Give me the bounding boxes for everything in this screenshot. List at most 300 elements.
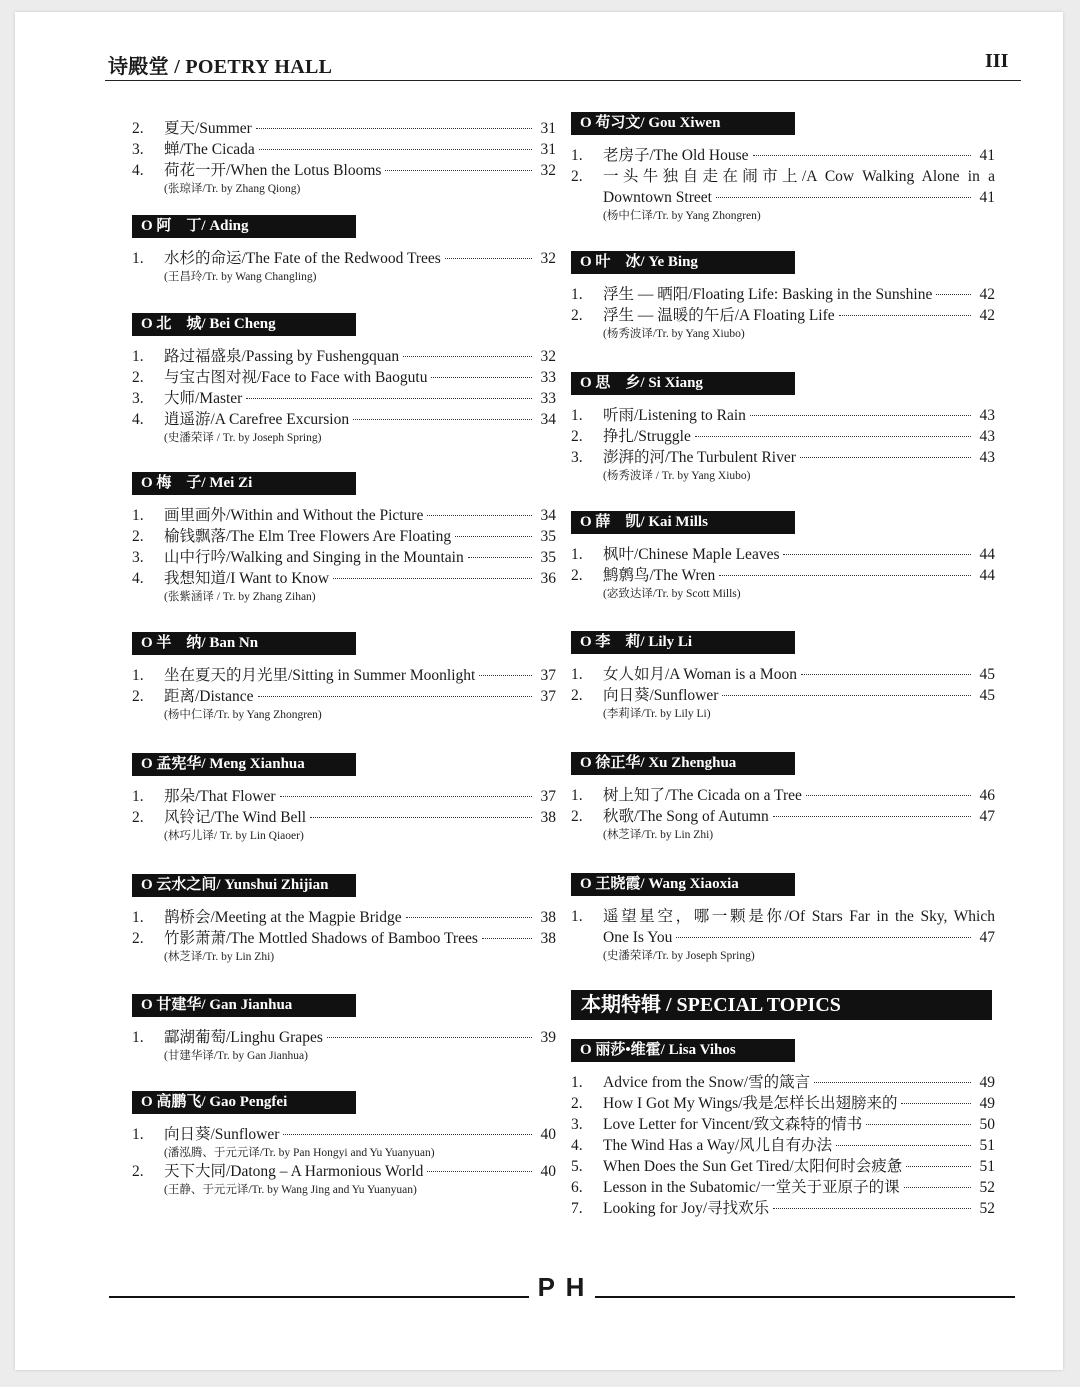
entry-page: 31: [540, 141, 556, 158]
entry-number: 1.: [571, 286, 583, 303]
entry-number: 1.: [132, 250, 144, 267]
dot-leader: [722, 695, 971, 696]
dot-leader: [406, 917, 532, 918]
entry-title: 荷花一开/When the Lotus Blooms: [164, 162, 382, 179]
entry-page: 34: [540, 411, 556, 428]
entry-title: Love Letter for Vincent/致文森特的情书: [603, 1116, 863, 1133]
entry-title: 酃湖葡萄/Linghu Grapes: [164, 1029, 323, 1046]
entry-title: 竹影萧萧/The Mottled Shadows of Bamboo Trees: [164, 930, 478, 947]
translator-credit: (张琼译/Tr. by Zhang Qiong): [164, 183, 301, 195]
author-heading: O 半 纳/ Ban Nn: [132, 632, 356, 655]
entry-row: [603, 187, 995, 208]
entry-list: [571, 284, 995, 326]
entry-page: 32: [540, 348, 556, 365]
entry-number: 7.: [571, 1200, 583, 1217]
dot-leader: [427, 515, 532, 516]
entry-row: [164, 388, 556, 409]
toc-entry[interactable]: [132, 547, 556, 568]
dot-leader: [719, 575, 971, 576]
dot-leader: [773, 1208, 971, 1209]
toc-entry[interactable]: [132, 505, 556, 526]
entry-row: [164, 526, 556, 547]
toc-entry[interactable]: [571, 447, 995, 468]
entry-number: 2.: [571, 567, 583, 584]
entry-row: [164, 1161, 556, 1182]
dot-leader: [936, 294, 971, 295]
entry-row: [164, 547, 556, 568]
author-section: [132, 874, 556, 965]
entry-title: 我想知道/I Want to Know: [164, 570, 330, 587]
entry-page: 35: [540, 528, 556, 545]
entry-page: 43: [979, 449, 995, 466]
author-heading: O 李 莉/ Lily Li: [571, 631, 795, 654]
entry-number: 2.: [132, 369, 144, 386]
author-section: [571, 990, 995, 1020]
entry-title: 浮生 — 晒阳/Floating Life: Basking in the Sunshine: [603, 286, 933, 303]
author-section: [571, 372, 995, 484]
toc-entry[interactable]: [132, 1027, 556, 1048]
toc-entry[interactable]: [132, 388, 556, 409]
entry-page: 46: [979, 787, 995, 804]
entry-row: [603, 927, 995, 948]
entry-row: [603, 1114, 995, 1135]
translator-credit: (史潘荣译 / Tr. by Joseph Spring): [164, 432, 322, 444]
entry-number: 2.: [571, 808, 583, 825]
entry-title: 蝉/The Cicada: [164, 141, 255, 158]
toc-entry[interactable]: [132, 409, 556, 430]
entry-row: [164, 1027, 556, 1048]
entry-title: 画里画外/Within and Without the Picture: [164, 507, 424, 524]
entry-title: 坐在夏天的月光里/Sitting in Summer Moonlight: [164, 667, 476, 684]
entry-row: [603, 806, 995, 827]
entry-title: 向日葵/Sunflower: [164, 1126, 280, 1143]
toc-entry[interactable]: [132, 248, 556, 269]
entry-title: 一头牛独自走在闹市上/A Cow Walking Alone in a: [603, 168, 995, 185]
entry-number: 4.: [571, 1137, 583, 1154]
entry-page: 38: [540, 909, 556, 926]
entry-number: 4.: [132, 162, 144, 179]
entry-number: 2.: [132, 688, 144, 705]
author-section: [132, 632, 556, 723]
entry-row: [603, 305, 995, 326]
entry-title: 枫叶/Chinese Maple Leaves: [603, 546, 780, 563]
entry-title: 路过福盛泉/Passing by Fushengquan: [164, 348, 400, 365]
entry-number: 2.: [132, 120, 144, 137]
entry-page: 47: [979, 929, 995, 946]
author-section: [132, 994, 556, 1064]
entry-list: [132, 665, 556, 707]
author-heading: O 王晓霞/ Wang Xiaoxia: [571, 873, 795, 896]
toc-entry[interactable]: [132, 367, 556, 388]
toc-entry[interactable]: [132, 907, 556, 928]
entry-row: [164, 139, 556, 160]
dot-leader: [676, 937, 971, 938]
entry-row: [164, 160, 556, 181]
footer-logo: P H: [537, 1272, 587, 1302]
entry-row: [603, 284, 995, 305]
dot-leader: [256, 128, 532, 129]
toc-entry[interactable]: [132, 526, 556, 547]
dot-leader: [806, 795, 971, 796]
translator-credit: (张紫涵译 / Tr. by Zhang Zihan): [164, 591, 316, 603]
entry-row: [603, 664, 995, 685]
entry-list: [132, 1124, 556, 1198]
entry-row: [164, 907, 556, 928]
toc-entry[interactable]: [571, 565, 995, 586]
entry-title: When Does the Sun Get Tired/太阳何时会疲惫: [603, 1158, 903, 1175]
entry-page: 35: [540, 549, 556, 566]
toc-entry[interactable]: [571, 1198, 995, 1219]
entry-page: 38: [540, 809, 556, 826]
toc-entry[interactable]: [571, 145, 995, 166]
dot-leader: [800, 457, 971, 458]
translator-credit: (李莉译/Tr. by Lily Li): [603, 708, 711, 720]
entry-page: 31: [540, 120, 556, 137]
entry-title: The Wind Has a Way/风儿自有办法: [603, 1137, 833, 1154]
entry-number: 4.: [132, 411, 144, 428]
entry-list: [132, 505, 556, 589]
author-heading: O 云水之间/ Yunshui Zhijian: [132, 874, 356, 897]
entry-number: 5.: [571, 1158, 583, 1175]
entry-title: 女人如月/A Woman is a Moon: [603, 666, 797, 683]
dot-leader: [333, 578, 532, 579]
entry-page: 41: [979, 147, 995, 164]
entry-page: 51: [979, 1137, 995, 1154]
author-section: [132, 472, 556, 605]
dot-leader: [403, 356, 532, 357]
entry-number: 4.: [132, 570, 144, 587]
toc-entry[interactable]: [132, 786, 556, 807]
entry-row: [603, 447, 995, 468]
dot-leader: [246, 398, 532, 399]
entry-row: [164, 505, 556, 526]
entry-title: 浮生 — 温暖的午后/A Floating Life: [603, 307, 835, 324]
entry-title: 树上知了/The Cicada on a Tree: [603, 787, 802, 804]
toc-entry[interactable]: [571, 284, 995, 305]
entry-title: 挣扎/Struggle: [603, 428, 691, 445]
toc-entry[interactable]: [571, 1093, 995, 1114]
author-section: [571, 752, 995, 843]
toc-entry[interactable]: [571, 426, 995, 447]
entry-row: [603, 1093, 995, 1114]
entry-page: 36: [540, 570, 556, 587]
entry-page: 33: [540, 369, 556, 386]
entry-number: 6.: [571, 1179, 583, 1196]
entry-row: [164, 248, 556, 269]
toc-entry[interactable]: [571, 906, 995, 948]
toc-entry[interactable]: [571, 166, 995, 208]
entry-number: 2.: [571, 687, 583, 704]
entry-number: 2.: [132, 1163, 144, 1180]
entry-row: [164, 346, 556, 367]
entry-number: 1.: [132, 348, 144, 365]
entry-number: 1.: [132, 1029, 144, 1046]
author-heading: O 苟习文/ Gou Xiwen: [571, 112, 795, 135]
entry-number: 1.: [571, 546, 583, 563]
entry-title: 听雨/Listening to Rain: [603, 407, 746, 424]
entry-page: 37: [540, 788, 556, 805]
entry-page: 37: [540, 688, 556, 705]
entry-page: 52: [979, 1200, 995, 1217]
entry-title: 澎湃的河/The Turbulent River: [603, 449, 796, 466]
entry-number: 3.: [571, 449, 583, 466]
entry-title: 山中行吟/Walking and Singing in the Mountain: [164, 549, 464, 566]
toc-entry[interactable]: [132, 928, 556, 949]
entry-row: [603, 1198, 995, 1219]
entry-page: 32: [540, 250, 556, 267]
entry-list: [132, 1027, 556, 1048]
page-number-roman: III: [985, 50, 1009, 72]
entry-row: [603, 785, 995, 806]
toc-entry[interactable]: [132, 807, 556, 828]
entry-title: 鹊桥会/Meeting at the Magpie Bridge: [164, 909, 402, 926]
toc-entry[interactable]: [571, 685, 995, 706]
entry-title: 老房子/The Old House: [603, 147, 749, 164]
toc-entry[interactable]: [132, 568, 556, 589]
author-heading: O 阿 丁/ Ading: [132, 215, 356, 238]
entry-number: 1.: [571, 1074, 583, 1091]
entry-page: 51: [979, 1158, 995, 1175]
entry-row: [603, 426, 995, 447]
special-topics-heading: 本期特辑 / SPECIAL TOPICS: [571, 990, 992, 1020]
author-section: [571, 112, 995, 224]
toc-entry[interactable]: [571, 544, 995, 565]
entry-list: [571, 906, 995, 948]
translator-credit: (杨秀波译/Tr. by Yang Xiubo): [603, 328, 745, 340]
entry-number: 2.: [132, 528, 144, 545]
entry-page: 43: [979, 407, 995, 424]
dot-leader: [753, 155, 971, 156]
entry-number: 1.: [571, 908, 583, 925]
entry-title: 风铃记/The Wind Bell: [164, 809, 307, 826]
header-rule: [105, 80, 1021, 81]
dot-leader: [801, 674, 971, 675]
translator-credit: (杨秀波译 / Tr. by Yang Xiubo): [603, 470, 751, 482]
dot-leader: [783, 554, 971, 555]
entry-title: 水杉的命运/The Fate of the Redwood Trees: [164, 250, 441, 267]
entry-page: 33: [540, 390, 556, 407]
entry-title: 鹪鹩鸟/The Wren: [603, 567, 716, 584]
toc-entry[interactable]: [571, 664, 995, 685]
entry-page: 37: [540, 667, 556, 684]
dot-leader: [901, 1103, 971, 1104]
entry-page: 42: [979, 307, 995, 324]
author-section: [132, 313, 556, 446]
entry-page: 40: [540, 1163, 556, 1180]
entry-row: [603, 685, 995, 706]
author-section: [571, 873, 995, 964]
dot-leader: [258, 696, 532, 697]
dot-leader: [283, 1134, 532, 1135]
entry-list: [571, 1072, 995, 1219]
entry-title: Advice from the Snow/雪的箴言: [603, 1074, 811, 1091]
author-section: [132, 215, 556, 285]
toc-entry[interactable]: [571, 305, 995, 326]
dot-leader: [716, 197, 971, 198]
entry-title: 夏天/Summer: [164, 120, 252, 137]
entry-title: 遥望星空，哪一颗是你/Of Stars Far in the Sky, Which: [603, 908, 995, 925]
toc-entry[interactable]: [571, 405, 995, 426]
entry-row: [164, 568, 556, 589]
entry-page: 39: [540, 1029, 556, 1046]
toc-entry[interactable]: [132, 160, 556, 181]
entry-row: [164, 1124, 556, 1145]
entry-page: 45: [979, 666, 995, 683]
entry-row: [164, 807, 556, 828]
dot-leader: [479, 675, 532, 676]
toc-entry[interactable]: [571, 806, 995, 827]
entry-row: [164, 665, 556, 686]
entry-list: [132, 118, 556, 181]
author-section: [132, 753, 556, 844]
entry-number: 1.: [132, 667, 144, 684]
dot-leader: [427, 1171, 532, 1172]
author-section: [571, 251, 995, 342]
dot-leader: [695, 436, 971, 437]
author-heading: O 叶 冰/ Ye Bing: [571, 251, 795, 274]
toc-entry[interactable]: [132, 139, 556, 160]
translator-credit: (杨中仁译/Tr. by Yang Zhongren): [164, 709, 322, 721]
entry-title: Lesson in the Subatomic/一堂关于亚原子的课: [603, 1179, 900, 1196]
author-heading: O 薛 凯/ Kai Mills: [571, 511, 795, 534]
translator-credit: (林巧儿译/ Tr. by Lin Qiaoer): [164, 830, 304, 842]
running-header-title: 诗殿堂 / POETRY HALL: [108, 56, 333, 78]
entry-number: 1.: [571, 787, 583, 804]
entry-page: 34: [540, 507, 556, 524]
entry-number: 2.: [571, 168, 583, 185]
dot-leader: [259, 149, 532, 150]
entry-page: 52: [979, 1179, 995, 1196]
dot-leader: [280, 796, 533, 797]
dot-leader: [310, 817, 532, 818]
toc-entry[interactable]: [132, 346, 556, 367]
entry-list: [132, 248, 556, 269]
translator-credit: (王静、于元元译/Tr. by Wang Jing and Yu Yuanyuan): [164, 1184, 417, 1196]
dot-leader: [906, 1166, 971, 1167]
translator-credit: (王昌玲/Tr. by Wang Changling): [164, 271, 317, 283]
entry-number: 3.: [132, 141, 144, 158]
entry-number: 1.: [571, 407, 583, 424]
entry-row: [603, 565, 995, 586]
toc-entry[interactable]: [571, 785, 995, 806]
author-section: [132, 1091, 556, 1198]
toc-entry[interactable]: [132, 1124, 556, 1145]
entry-title: 那朵/That Flower: [164, 788, 276, 805]
entry-page: 44: [979, 546, 995, 563]
entry-title: How I Got My Wings/我是怎样长出翅膀来的: [603, 1095, 898, 1112]
footer-rule-left: [109, 1296, 529, 1298]
entry-row: [164, 928, 556, 949]
entry-page: 50: [979, 1116, 995, 1133]
entry-title: 榆钱飘落/The Elm Tree Flowers Are Floating: [164, 528, 452, 545]
toc-entry[interactable]: [132, 686, 556, 707]
translator-credit: (宓致达译/Tr. by Scott Mills): [603, 588, 741, 600]
entry-page: 47: [979, 808, 995, 825]
author-section: [571, 1039, 995, 1219]
dot-leader: [468, 557, 532, 558]
dot-leader: [750, 415, 971, 416]
toc-entry[interactable]: [571, 1135, 995, 1156]
entry-title: Looking for Joy/寻找欢乐: [603, 1200, 770, 1217]
entry-list: [132, 907, 556, 949]
entry-title: 大师/Master: [164, 390, 243, 407]
footer-rule-right: [595, 1296, 1015, 1298]
entry-row: [164, 118, 556, 139]
entry-row: [603, 145, 995, 166]
entry-row: [603, 1135, 995, 1156]
toc-entry[interactable]: [571, 1114, 995, 1135]
entry-page: 49: [979, 1074, 995, 1091]
dot-leader: [327, 1037, 532, 1038]
dot-leader: [904, 1187, 971, 1188]
entry-row: [164, 686, 556, 707]
dot-leader: [353, 419, 532, 420]
entry-list: [132, 346, 556, 430]
dot-leader: [773, 816, 971, 817]
entry-number: 3.: [132, 549, 144, 566]
author-heading: O 丽莎•维霍/ Lisa Vihos: [571, 1039, 795, 1062]
entry-list: [571, 785, 995, 827]
author-section: [132, 118, 556, 197]
entry-number: 1.: [132, 909, 144, 926]
dot-leader: [866, 1124, 971, 1125]
entry-number: 1.: [571, 666, 583, 683]
entry-page: 43: [979, 428, 995, 445]
author-heading: O 梅 子/ Mei Zi: [132, 472, 356, 495]
entry-page: 45: [979, 687, 995, 704]
entry-number: 2.: [571, 1095, 583, 1112]
toc-entry[interactable]: [571, 1156, 995, 1177]
toc-entry[interactable]: [132, 1161, 556, 1182]
entry-page: 42: [979, 286, 995, 303]
entry-number: 1.: [132, 1126, 144, 1143]
entry-number: 1.: [132, 788, 144, 805]
entry-page: 41: [979, 189, 995, 206]
author-heading: O 徐正华/ Xu Zhenghua: [571, 752, 795, 775]
dot-leader: [445, 258, 532, 259]
entry-page: 32: [540, 162, 556, 179]
author-heading: O 甘建华/ Gan Jianhua: [132, 994, 356, 1017]
entry-number: 2.: [132, 809, 144, 826]
entry-number: 2.: [571, 428, 583, 445]
entry-row: [603, 405, 995, 426]
author-heading: O 北 城/ Bei Cheng: [132, 313, 356, 336]
dot-leader: [836, 1145, 971, 1146]
translator-credit: (杨中仁译/Tr. by Yang Zhongren): [603, 210, 761, 222]
toc-entry[interactable]: [132, 118, 556, 139]
translator-credit: (史潘荣译/Tr. by Joseph Spring): [603, 950, 755, 962]
toc-entry[interactable]: [571, 1177, 995, 1198]
entry-row: [603, 1156, 995, 1177]
entry-page: 38: [540, 930, 556, 947]
entry-list: [571, 544, 995, 586]
entry-title: 与宝古图对视/Face to Face with Baogutu: [164, 369, 428, 386]
dot-leader: [839, 315, 971, 316]
author-heading: O 高鹏飞/ Gao Pengfei: [132, 1091, 356, 1114]
dot-leader: [385, 170, 532, 171]
dot-leader: [814, 1082, 971, 1083]
toc-entry[interactable]: [132, 665, 556, 686]
entry-number: 1.: [132, 507, 144, 524]
entry-row: [164, 786, 556, 807]
entry-title: 距离/Distance: [164, 688, 254, 705]
author-heading: O 孟宪华/ Meng Xianhua: [132, 753, 356, 776]
dot-leader: [431, 377, 532, 378]
entry-row: [603, 1177, 995, 1198]
entry-title: 向日葵/Sunflower: [603, 687, 719, 704]
translator-credit: (潘泓腾、于元元译/Tr. by Pan Hongyi and Yu Yuanyuan): [164, 1147, 435, 1159]
toc-entry[interactable]: [571, 1072, 995, 1093]
